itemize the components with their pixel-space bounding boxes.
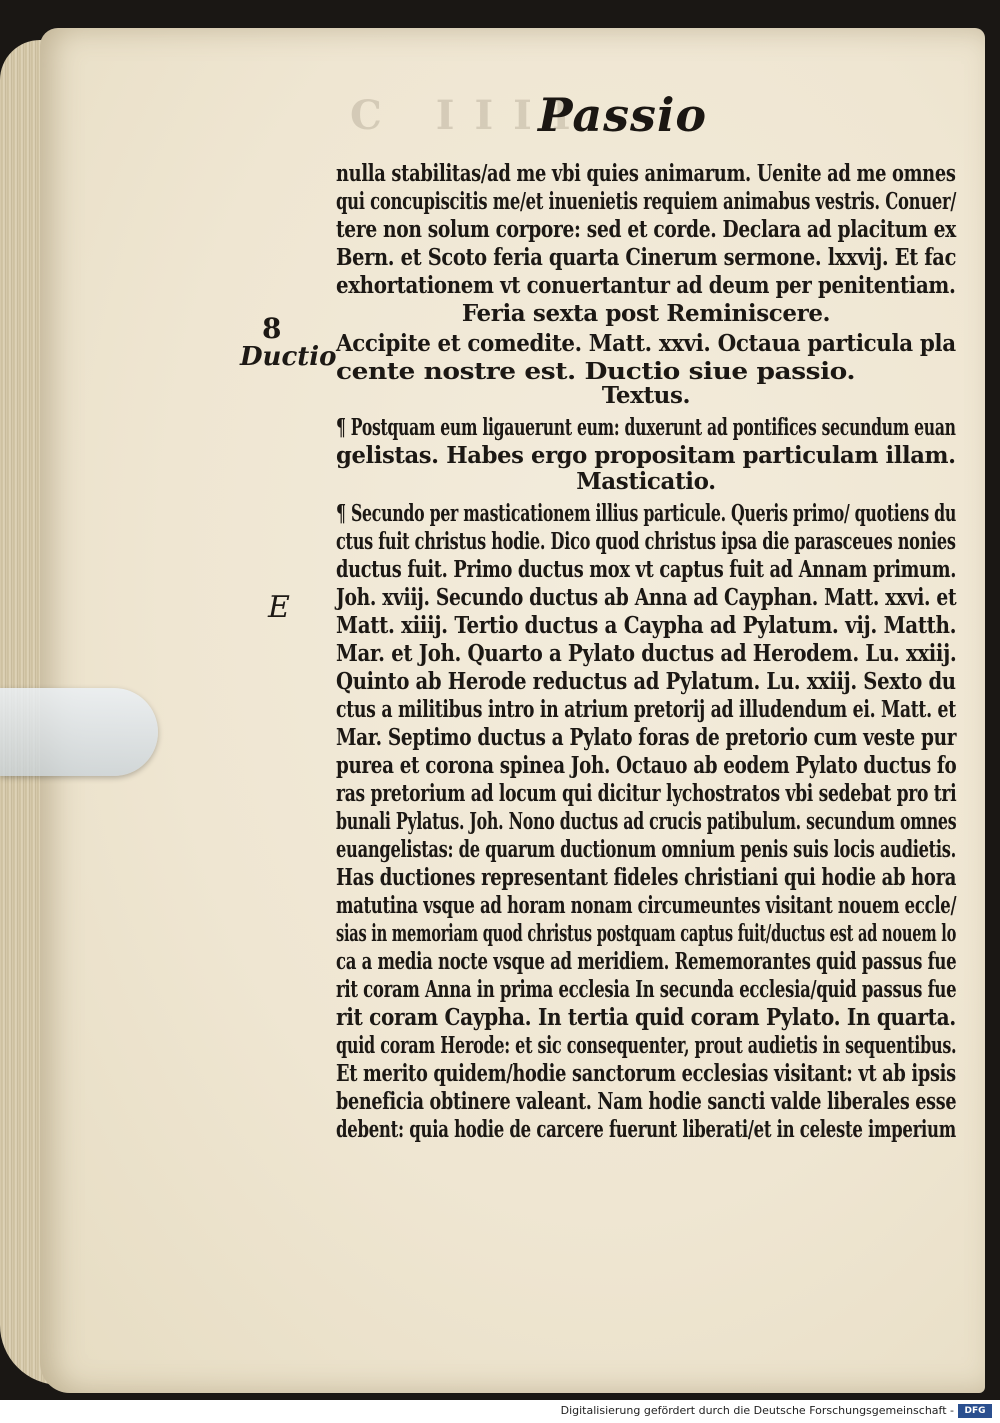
text-line: tere non solum corpore: sed et corde. Declara ad placitum ex	[336, 216, 956, 243]
text-line: Quinto ab Herode reductus ad Pylatum. Lu. xxiij. Sexto du	[336, 668, 956, 695]
section-heading: Textus.	[601, 382, 691, 409]
text-line: Bern. et Scoto feria quarta Cinerum sermone. lxxvij. Et fac	[336, 244, 957, 271]
text-line: euangelistas: de quarum ductionum omnium penis suis locis audietis.	[336, 836, 957, 863]
section-heading: Masticatio.	[576, 468, 716, 495]
text-line: Accipite et comedite. Matt. xxvi. Octaua particula pla	[336, 330, 956, 357]
text-line: ca a media nocte vsque ad meridiem. Rememorantes quid passus fue	[336, 948, 957, 975]
text-line: ctus a militibus intro in atrium pretorij ad illudendum ei. Matt. et	[336, 696, 956, 723]
page-header: Passio	[538, 88, 708, 142]
text-line: ¶ Secundo per masticationem illius particule. Queris primo/ quotiens du	[336, 500, 957, 527]
text-line: exhortationem vt conuertantur ad deum per penitentiam.	[336, 272, 956, 299]
text-line: rit coram Anna in prima ecclesia In secunda ecclesia/quid passus fue	[336, 976, 957, 1003]
show-through-text: C IIII	[350, 92, 591, 139]
text-line: Mar. et Joh. Quarto a Pylato ductus ad Herodem. Lu. xxiij.	[336, 640, 957, 667]
text-line: debent: quia hodie de carcere fuerunt liberati/et in celeste imperium	[336, 1116, 956, 1143]
margin-letter: E	[268, 590, 290, 625]
margin-number: 8	[262, 312, 282, 345]
text-line: matutina vsque ad horam nonam circumeuntes visitant nouem eccle/	[336, 892, 957, 919]
text-line: qui concupiscitis me/et inuenietis requiem animabus vestris. Conuer/	[336, 188, 957, 215]
section-heading: Feria sexta post Reminiscere.	[461, 300, 831, 327]
text-line: rit coram Caypha. In tertia quid coram Pylato. In quarta.	[336, 1004, 956, 1031]
text-line: ctus fuit christus hodie. Dico quod christus ipsa die parasceues nonies	[336, 528, 956, 555]
text-line: ¶ Postquam eum ligauerunt eum: duxerunt ad pontifices secundum euan	[336, 414, 956, 441]
text-line: Mar. Septimo ductus a Pylato foras de pretorio cum veste pur	[336, 724, 957, 751]
margin-note: Ductio	[240, 342, 337, 372]
text-line: nulla stabilitas/ad me vbi quies animarum. Uenite ad me omnes	[336, 160, 956, 187]
text-line: purea et corona spinea Joh. Octauo ab eodem Pylato ductus fo	[336, 752, 957, 779]
text-line: beneficia obtinere valeant. Nam hodie sancti valde liberales esse	[336, 1088, 957, 1115]
text-line: Joh. xviij. Secundo ductus ab Anna ad Cayphan. Matt. xxvi. et	[336, 584, 957, 611]
text-line: Et merito quidem/hodie sanctorum ecclesias visitant: vt ab ipsis	[336, 1060, 956, 1087]
text-line: ductus fuit. Primo ductus mox vt captus fuit ad Annam primum.	[336, 556, 957, 583]
text-line: bunali Pylatus. Joh. Nono ductus ad crucis patibulum. secundum omnes	[336, 808, 957, 835]
text-line: cente nostre est. Ductio siue passio.	[336, 358, 856, 385]
text-line: Matt. xiiij. Tertio ductus a Caypha ad Pylatum. vij. Matth.	[336, 612, 957, 639]
text-line: Has ductiones representant fideles christiani qui hodie ab hora	[336, 864, 957, 891]
text-line: quid coram Herode: et sic consequenter, prout audietis in sequentibus.	[336, 1032, 957, 1059]
text-line: gelistas. Habes ergo propositam particulam illam.	[336, 442, 956, 469]
bookmark-strip	[0, 688, 158, 776]
footer-credit: Digitalisierung gefördert durch die Deutsche Forschungsgemeinschaft -	[560, 1404, 954, 1417]
text-line: ras pretorium ad locum qui dicitur lychostratos vbi sedebat pro tri	[336, 780, 957, 807]
dfg-logo: DFG	[958, 1404, 992, 1418]
text-line: sias in memoriam quod christus postquam captus fuit/ductus est ad nouem lo	[336, 920, 957, 947]
